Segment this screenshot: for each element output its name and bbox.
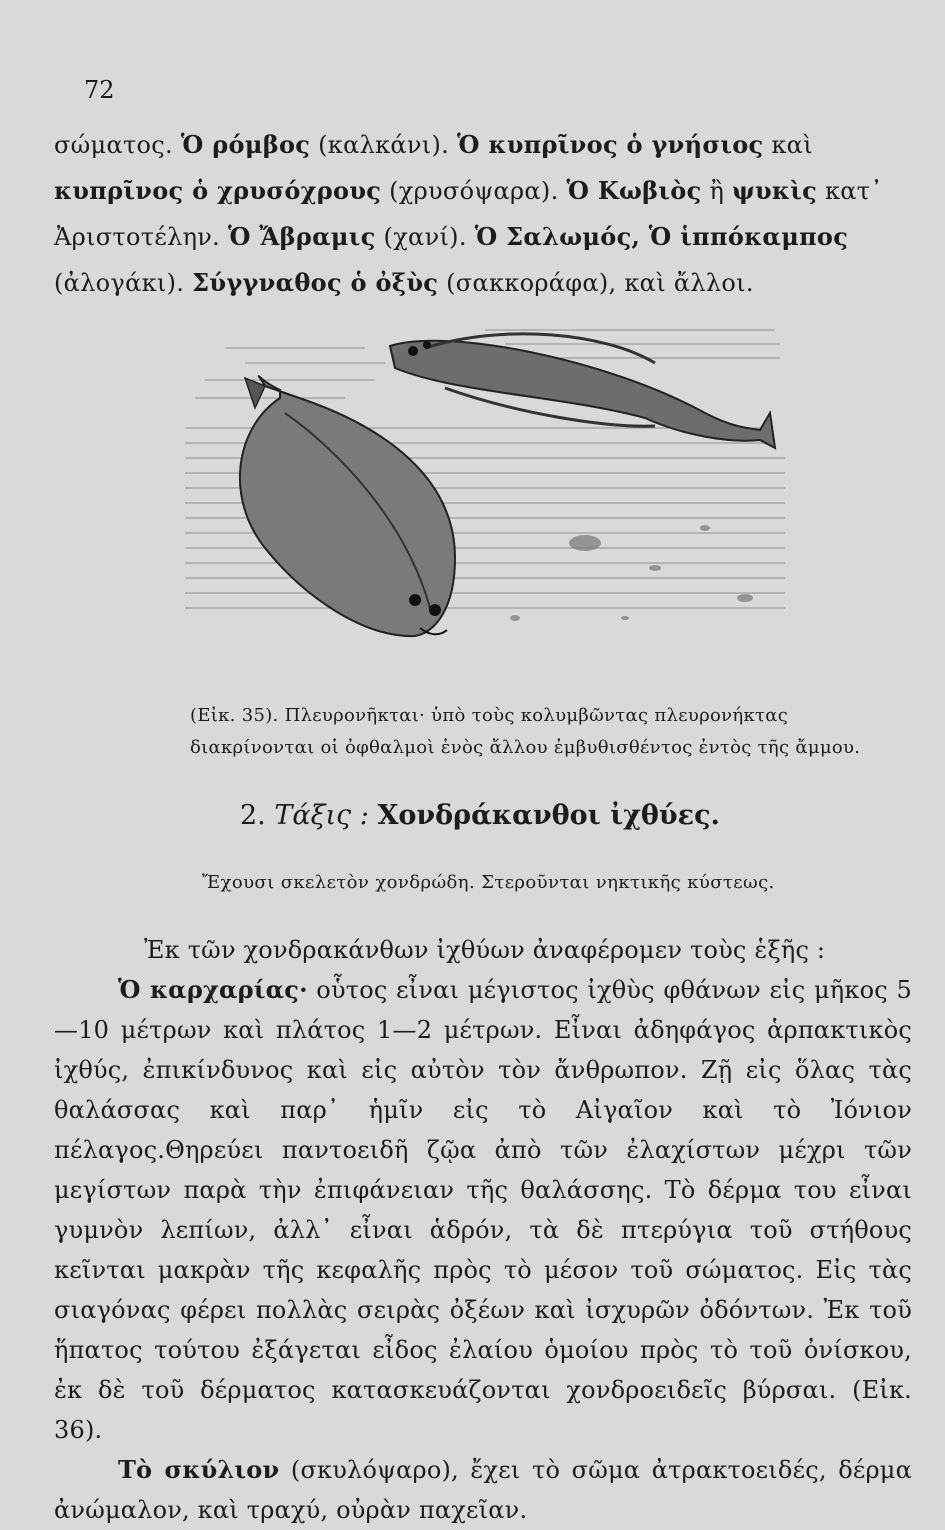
swimming-flatfish [390,334,775,448]
paragraph-text: Ἐκ τῶν χονδρακάνθων ἰχθύων ἀναφέρομεν τοὺς ἑξῆς : [144,936,826,964]
resting-flatfish [240,376,455,636]
intro-bold-term: ψυκὶς [732,176,818,205]
intro-bold-term: κυπρῖνος ὁ χρυσόχρους [54,176,382,205]
section-number: 2. [240,800,275,831]
flatfish-illustration [185,318,785,658]
intro-text: (καλκάνι). [310,131,458,159]
section-subtext: Ἔχουσι σκελετὸν χονδρώδη. Στεροῦνται νηκτικῆς κύστεως. [202,872,775,893]
paragraph-text: (σκυλόψαρο), ἔχει τὸ σῶμα ἀτρακτοειδές, δέρμα ἀνώμαλον, καὶ τραχύ, οὐρὰν παχεῖαν. [54,1456,912,1524]
intro-bold-term: Ὁ Σαλωμός, Ὁ ἱππόκαμπος [474,222,849,251]
intro-bold-term: Ὁ ρόμβος [180,130,311,159]
page-number: 72 [84,76,115,104]
bold-term: Τὸ σκύλιον [118,1455,280,1484]
section-label: Τάξις : [274,800,378,831]
body-paragraph [54,930,912,970]
intro-text: (σακκοράφα), καὶ ἄλλοι. [438,269,754,297]
paragraph-text: οὗτος εἶναι μέγιστος ἰχθὺς φθάνων εἰς μῆκος 5—10 μέτρων καὶ πλάτος 1—2 μέτρων. Εἶναι ἀδηφάγος ἁρπακτικὸς ἰχθύς, ἐπικίνδυνος καὶ εἰς αὐτὸν τὸν ἄνθρωπον. Ζῇ εἰς ὅλας τὰς θαλάσσας καὶ παρ᾽ ἡμῖν εἰς τὸ Αἰγαῖον καὶ τὸ Ἰόνιον πέλαγος.Θηρεύει παντοειδῆ ζῷα ἀπὸ τῶν ἐλαχίστων μέχρι τῶν μεγίστων παρὰ τὴν ἐπιφάνειαν τῆς θαλάσσης. Τὸ δέρμα του εἶναι γυμνὸν λεπίων, ἀλλ᾽ εἶναι ἁδρόν, τὰ δὲ πτερύγια τοῦ στήθους κεῖνται μακρὰν τῆς κεφαλῆς πρὸς τὸ μέσον τοῦ σώματος. Εἰς τὰς σιαγόνας φέρει πολλὰς σειρὰς ὀξέων καὶ ἰσχυρῶν ὀδόντων. Ἐκ τοῦ ἥπατος τούτου ἐξάγεται εἶδος ἐλαίου ὁμοίου πρὸς τὸ τοῦ ὀνίσκου, ἐκ δὲ τοῦ δέρματος κατασκευάζονται χονδροειδεῖς βύρσαι. (Εἰκ. 36). [54,976,912,1444]
intro-bold-term: Ὁ κυπρῖνος ὁ γνήσιος [457,130,764,159]
bold-term: Ὁ καρχαρίας· [118,975,308,1004]
body-paragraph [54,970,912,1450]
body-text [54,930,912,1530]
intro-text: ἢ [701,177,733,205]
intro-text: καὶ [763,131,813,159]
intro-bold-term: Ὁ Κωβιὸς [566,176,702,205]
intro-bold-term: Ὁ Ἄβραμις [228,222,376,251]
intro-text: σώματος. [54,131,181,159]
figure-caption: (Εἰκ. 35). Πλευρονῆκται· ὑπὸ τοὺς κολυμβῶντας πλευρονήκτας διακρίνονται οἱ ὀφθαλμοὶ ἑνὸς ἄλλου ἐμβυθισθέντος ἐντὸς τῆς ἄμμου. [190,705,861,758]
intro-paragraph [54,122,912,306]
intro-text: (χρυσόψαρα). [381,177,567,205]
intro-text: κατ᾽ Ἀριστοτέλην. [54,177,883,251]
section-title: Χονδράκανθοι ἰχθύες. [377,800,720,831]
body-paragraph [54,1450,912,1530]
section-heading [240,800,860,831]
intro-text: (ἀλογάκι). [54,269,193,297]
intro-text: (χανί). [375,223,475,251]
intro-bold-term: Σύγγναθος ὁ ὀξὺς [192,268,439,297]
